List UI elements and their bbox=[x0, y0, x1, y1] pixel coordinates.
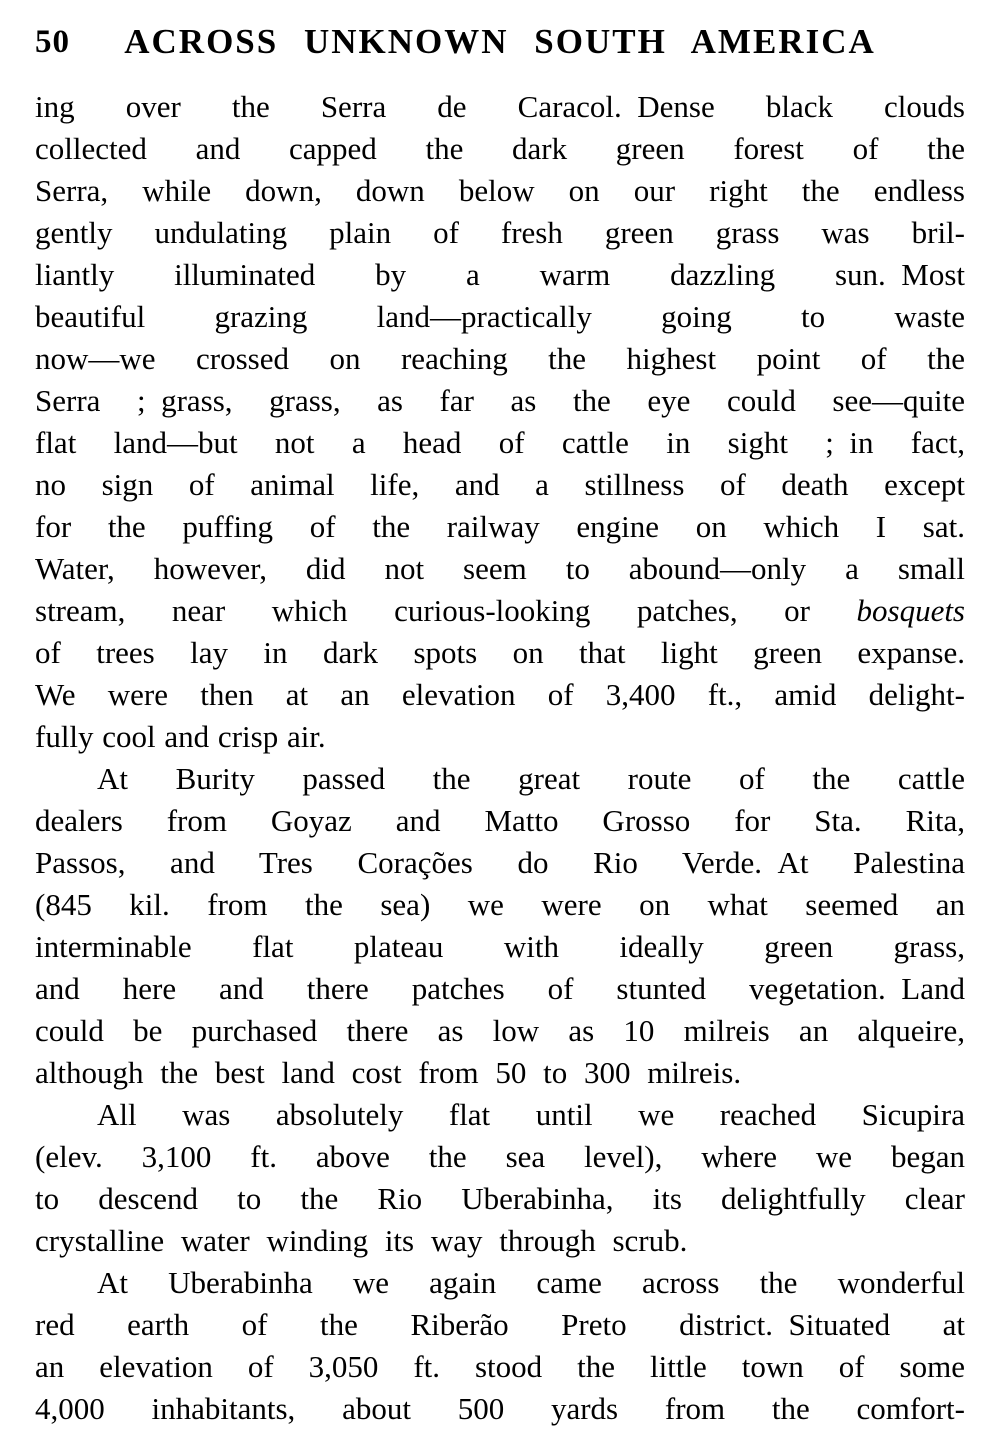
text-line: of trees lay in dark spots on that light green expanse. bbox=[35, 635, 965, 670]
text-line: (elev. 3,100 ft. above the sea level), where we began bbox=[35, 1139, 965, 1174]
text-line: 4,000 inhabitants, about 500 yards from the comfort- bbox=[35, 1391, 965, 1426]
text-line: for the puffing of the railway engine on which I sat. bbox=[35, 509, 965, 544]
text-line: All was absolutely flat until we reached Sicupira bbox=[97, 1097, 965, 1132]
text-line: Serra ; grass, grass, as far as the eye could see—quite bbox=[35, 383, 965, 418]
text-line: interminable flat plateau with ideally green grass, bbox=[35, 929, 965, 964]
text-line: At Uberabinha we again came across the wonderful bbox=[97, 1265, 965, 1300]
body-text bbox=[35, 86, 965, 1430]
text-line: fully cool and crisp air. bbox=[35, 719, 326, 754]
paragraph bbox=[35, 1262, 965, 1430]
text-segment: stream, near which curious-looking patches, or bbox=[35, 593, 857, 628]
page-number: 50 bbox=[35, 24, 70, 60]
text-line: an elevation of 3,050 ft. stood the little town of some bbox=[35, 1349, 965, 1384]
text-line: could be purchased there as low as 10 milreis an alqueire, bbox=[35, 1013, 965, 1048]
text-line: now—we crossed on reaching the highest point of the bbox=[35, 341, 965, 376]
text-line: Water, however, did not seem to abound—only a small bbox=[35, 551, 965, 586]
text-line: collected and capped the dark green forest of the bbox=[35, 131, 965, 166]
italic-word: bosquets bbox=[856, 593, 965, 628]
text-line: although the best land cost from 50 to 300 milreis. bbox=[35, 1055, 742, 1090]
text-line: At Burity passed the great route of the cattle bbox=[97, 761, 965, 796]
running-head bbox=[35, 20, 965, 66]
text-line: (845 kil. from the sea) we were on what seemed an bbox=[35, 887, 965, 922]
text-line: Passos, and Tres Corações do Rio Verde. At Palestina bbox=[35, 845, 965, 880]
text-line: to descend to the Rio Uberabinha, its delightfully clear bbox=[35, 1181, 965, 1216]
text-line: beautiful grazing land—practically going to waste bbox=[35, 299, 965, 334]
text-line: We were then at an elevation of 3,400 ft., amid delight- bbox=[35, 677, 965, 712]
paragraph bbox=[35, 1094, 965, 1262]
text-line: and here and there patches of stunted vegetation. Land bbox=[35, 971, 965, 1006]
running-title: ACROSS UNKNOWN SOUTH AMERICA bbox=[124, 22, 876, 61]
text-line: Serra, while down, down below on our right the endless bbox=[35, 173, 965, 208]
text-line: gently undulating plain of fresh green grass was bril- bbox=[35, 215, 965, 250]
text-line: crystalline water winding its way through scrub. bbox=[35, 1223, 688, 1258]
text-line: flat land—but not a head of cattle in sight ; in fact, bbox=[35, 425, 965, 460]
text-line bbox=[35, 590, 965, 632]
paragraph bbox=[35, 86, 965, 758]
paragraph bbox=[35, 758, 965, 1094]
text-line: no sign of animal life, and a stillness of death except bbox=[35, 467, 965, 502]
text-line: red earth of the Riberão Preto district. Situated at bbox=[35, 1307, 965, 1342]
text-line: ing over the Serra de Caracol. Dense black clouds bbox=[35, 89, 965, 124]
text-line: dealers from Goyaz and Matto Grosso for Sta. Rita, bbox=[35, 803, 965, 838]
text-line: liantly illuminated by a warm dazzling sun. Most bbox=[35, 257, 965, 292]
